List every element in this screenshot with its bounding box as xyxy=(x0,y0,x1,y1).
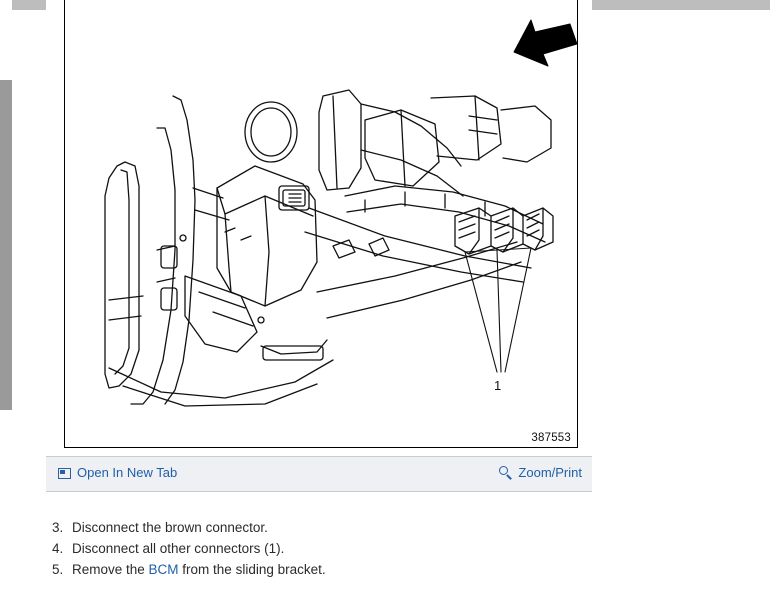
article-content xyxy=(46,0,594,592)
zoom-print-button[interactable] xyxy=(499,465,582,480)
list-item xyxy=(52,517,592,538)
open-in-new-tab-button[interactable] xyxy=(58,465,177,480)
step-number: 4. xyxy=(52,541,64,556)
left-gutter-shadow xyxy=(0,80,12,410)
open-in-new-tab-icon xyxy=(58,467,71,479)
top-bar-right xyxy=(596,0,770,10)
zoom-print-label[interactable]: Zoom/Print xyxy=(518,465,582,480)
step-text: Disconnect all other connectors (1). xyxy=(72,541,285,556)
figure-code: 387553 xyxy=(531,432,571,444)
open-in-new-tab-label[interactable]: Open In New Tab xyxy=(77,465,178,480)
magnifier-icon xyxy=(499,466,513,480)
step-number: 5. xyxy=(52,562,64,577)
left-gutter-bottom xyxy=(0,410,12,592)
figure-callout-number: 1 xyxy=(494,378,502,393)
step-text-before: Remove the xyxy=(72,562,149,577)
list-item xyxy=(52,538,592,559)
procedure-steps xyxy=(52,517,592,580)
step-number: 3. xyxy=(52,520,64,535)
figure-image-frame[interactable] xyxy=(64,0,578,448)
step-text: Disconnect the brown connector. xyxy=(72,520,268,535)
left-scroll-gutter xyxy=(0,0,12,592)
list-item xyxy=(52,559,592,580)
figure-panel xyxy=(46,0,592,480)
figure-toolbar xyxy=(46,456,592,492)
right-margin xyxy=(596,0,770,592)
step-text-after: from the sliding bracket. xyxy=(178,562,326,577)
left-gutter-top xyxy=(0,0,12,80)
bcm-link[interactable]: BCM xyxy=(148,562,179,577)
